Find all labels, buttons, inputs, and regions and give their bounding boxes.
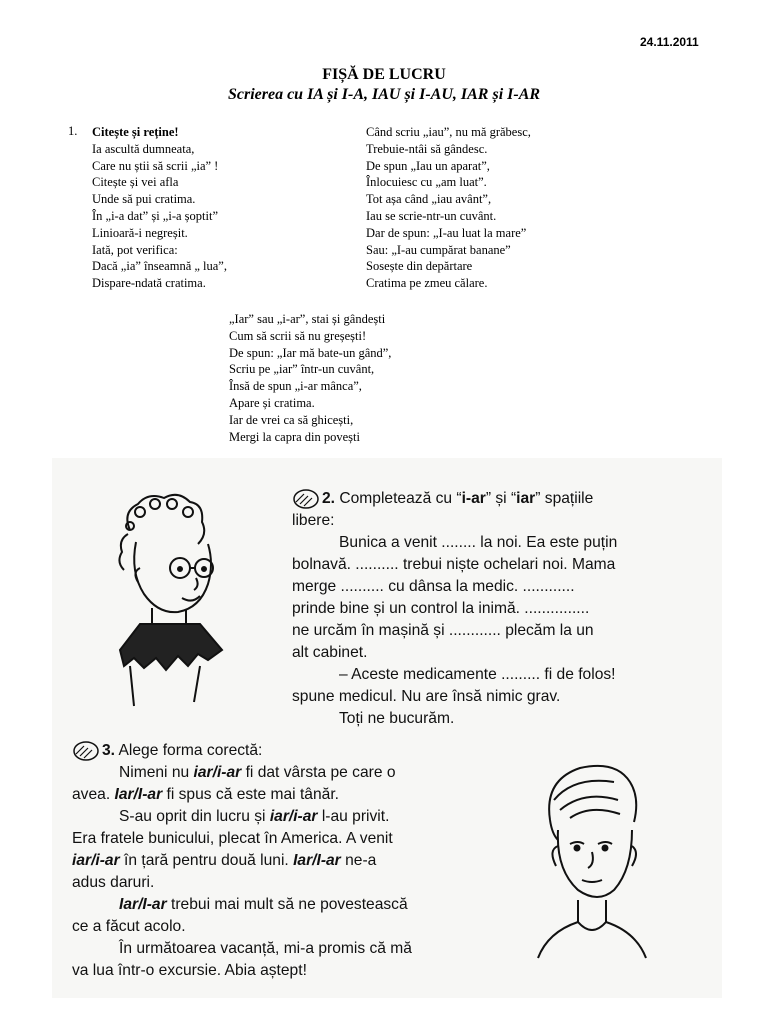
text-line: Toți ne bucurăm. <box>339 710 455 728</box>
text-line: merge .......... cu dânsa la medic. ............ <box>292 578 575 596</box>
text-line: adus daruri. <box>72 874 155 892</box>
text-line: – Aceste medicamente ......... fi de folos! <box>339 666 616 684</box>
option-i-ar: i-ar <box>461 490 486 508</box>
text-line: ce a făcut acolo. <box>72 918 186 936</box>
exercise-3 <box>72 740 482 982</box>
exercise-1-number: 1. <box>68 124 78 138</box>
worksheet-title: FIȘĂ DE LUCRU <box>322 66 446 83</box>
text-line: Iar/I-ar trebui mai mult să ne povestească <box>119 896 408 914</box>
exercise-2-instruction-line2: libere: <box>292 512 335 530</box>
poem-line: Dar de spun: „I-au luat la mare” <box>366 225 527 240</box>
boy-illustration <box>530 760 650 960</box>
poem-line: De spun „Iau un aparat”, <box>366 158 490 173</box>
text-line: alt cabinet. <box>292 644 368 662</box>
option-iar: iar <box>516 490 536 508</box>
text-line: iar/i-ar în țară pentru două luni. Iar/I-ar ne-a <box>72 852 377 870</box>
poem-line: Iau se scrie-ntr-un cuvânt. <box>366 208 497 223</box>
text-line: prinde bine și un control la inimă. ............... <box>292 600 590 618</box>
text-line: spune medicul. Nu are însă nimic grav. <box>292 688 561 706</box>
poem-line: Scriu pe „iar” într-un cuvânt, <box>229 362 375 377</box>
exercise-2-number: 2. <box>322 490 336 508</box>
pencil-badge-icon <box>292 488 320 510</box>
poem-left-column <box>92 124 227 292</box>
poem-line: Linioară-i negreșit. <box>92 225 188 240</box>
poem-line: Dacă „ia” înseamnă „ lua”, <box>92 259 227 274</box>
poem-line: Însă de spun „i-ar mânca”, <box>229 379 362 394</box>
poem-line: Unde să pui cratima. <box>92 192 196 207</box>
poem-line: Citește și vei afla <box>92 175 179 190</box>
exercise-3-number: 3. <box>102 742 116 760</box>
exercise-1-heading: Citește și reține! <box>92 125 179 139</box>
text-line: va lua într-o excursie. Abia aștept! <box>72 962 307 980</box>
poem-line: Mergi la capra din povești <box>229 429 360 444</box>
poem-middle-stanza <box>229 311 391 445</box>
poem-line: Înlocuiesc cu „am luat”. <box>366 175 487 190</box>
exercise-3-instruction: Alege forma corectă: <box>118 742 263 760</box>
poem-line: Sosește din depărtare <box>366 259 473 274</box>
poem-line: Ia ascultă dumneata, <box>92 141 195 156</box>
poem-line: „Iar” sau „i-ar”, stai și gândești <box>229 312 386 326</box>
poem-line: Când scriu „iau”, nu mă grăbesc, <box>366 125 531 139</box>
poem-line: Dispare-ndată cratima. <box>92 276 206 291</box>
text-line: În următoarea vacanță, mi-a promis că mă <box>119 940 412 958</box>
exercise-2 <box>292 488 702 730</box>
text-line: ne urcăm în mașină și ............ plecăm la un <box>292 622 594 640</box>
text-line: avea. Iar/I-ar fi spus că este mai tânăr. <box>72 786 339 804</box>
text-line: S-au oprit din lucru și iar/i-ar l-au privit. <box>119 808 390 826</box>
exercise-2-instruction: Completează cu “ <box>339 490 462 508</box>
exercise-2-instruction: ” spațiile <box>535 490 594 508</box>
poem-line: Trebuie-ntâi să gândesc. <box>366 141 488 156</box>
grandmother-illustration <box>100 490 230 710</box>
poem-line: Sau: „I-au cumpărat banane” <box>366 242 511 257</box>
text-line: Bunica a venit ........ la noi. Ea este puțin <box>339 534 618 552</box>
worksheet-subtitle: Scrierea cu IA și I-A, IAU și I-AU, IAR și I-AR <box>227 86 541 103</box>
pencil-badge-icon <box>72 740 100 762</box>
poem-line: În „i-a dat” și „i-a șoptit” <box>92 208 218 223</box>
poem-line: Cum să scrii să nu greșești! <box>229 328 367 343</box>
poem-line: Tot așa când „iau avânt”, <box>366 192 492 207</box>
text-line: Era fratele bunicului, plecat în America. A venit <box>72 830 393 848</box>
date: 24.11.2011 <box>640 35 699 49</box>
poem-line: Iată, pot verifica: <box>92 242 178 257</box>
poem-line: Iar de vrei ca să ghicești, <box>229 412 354 427</box>
poem-right-column <box>366 124 531 292</box>
poem-line: Cratima pe zmeu călare. <box>366 276 488 291</box>
text-line: bolnavă. .......... trebui niște ochelari noi. Mama <box>292 556 616 574</box>
poem-line: De spun: „Iar mă bate-un gând”, <box>229 345 392 360</box>
poem-line: Care nu știi să scrii „ia” ! <box>92 158 219 173</box>
text-line: Nimeni nu iar/i-ar fi dat vârsta pe care o <box>119 764 396 782</box>
poem-line: Apare și cratima. <box>229 395 315 410</box>
exercise-2-instruction: ” și “ <box>485 490 517 508</box>
